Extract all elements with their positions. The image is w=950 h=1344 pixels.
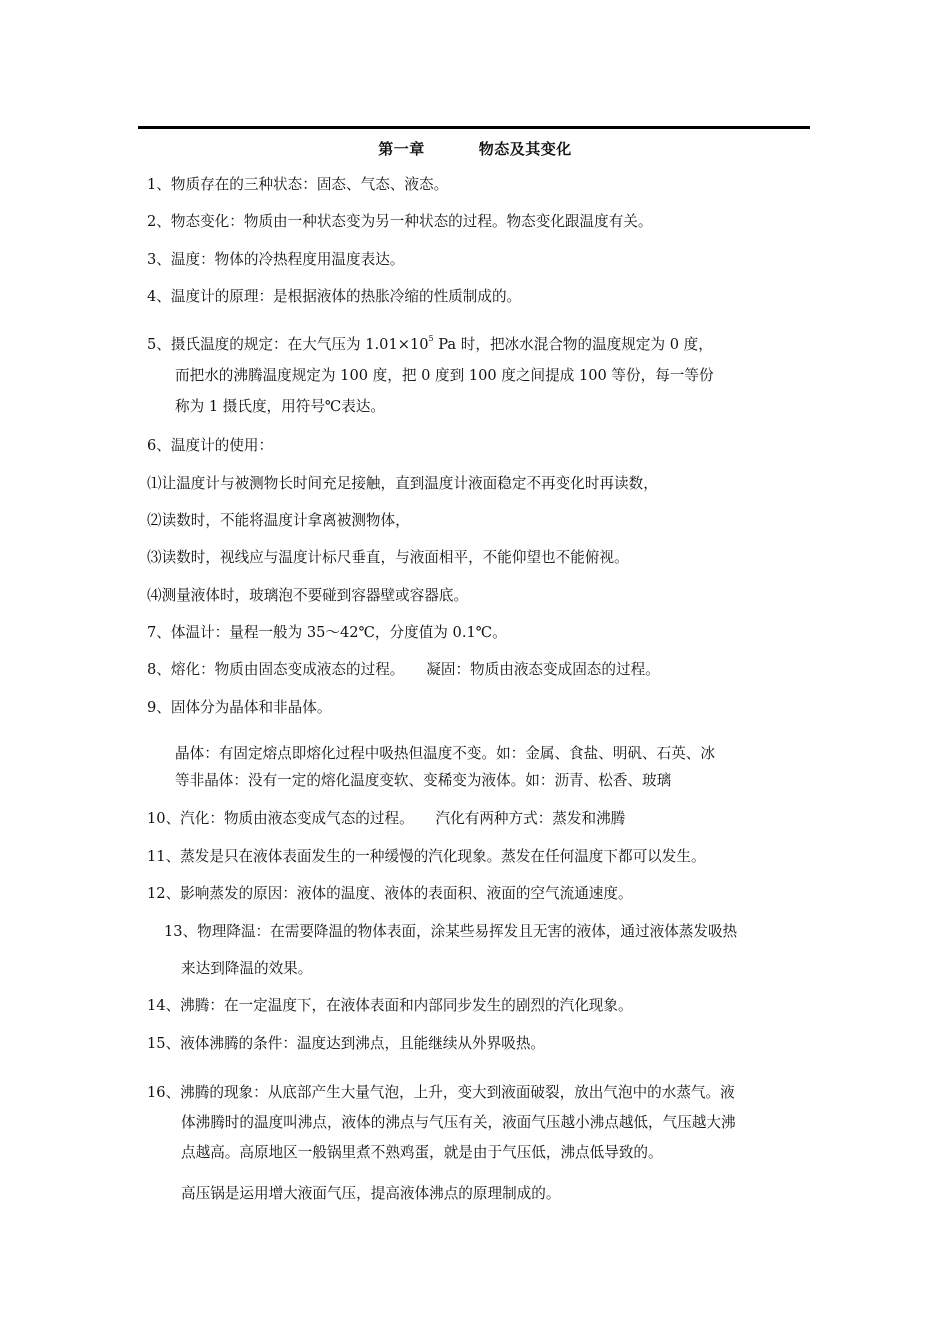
item-10: 10、汽化：物质由液态变成气态的过程。 汽化有两种方式：蒸发和沸腾 bbox=[147, 810, 626, 827]
item-5-text-b: Pa 时，把冰水混合物的温度规定为 0 度， bbox=[433, 336, 713, 353]
item-16-line-1: 16、沸腾的现象：从底部产生大量气泡，上升，变大到液面破裂，放出气泡中的水蒸气。液 bbox=[147, 1084, 735, 1101]
item-6-sub-4: ⑷测量液体时，玻璃泡不要碰到容器壁或容器底。 bbox=[147, 587, 469, 604]
item-1: 1、物质存在的三种状态：固态、气态、液态。 bbox=[147, 176, 449, 193]
item-13-line-2: 来达到降温的效果。 bbox=[181, 960, 313, 977]
item-2: 2、物态变化：物质由一种状态变为另一种状态的过程。物态变化跟温度有关。 bbox=[147, 213, 653, 230]
item-9: 9、固体分为晶体和非晶体。 bbox=[147, 699, 332, 716]
chapter-number: 第一章 bbox=[378, 140, 425, 158]
item-6-sub-2: ⑵读数时，不能将温度计拿离被测物体， bbox=[147, 512, 410, 529]
item-5-line-1 bbox=[147, 335, 713, 355]
item-6-sub-1: ⑴让温度计与被测物长时间充足接触，直到温度计液面稳定不再变化时再读数， bbox=[147, 475, 658, 492]
item-14: 14、沸腾：在一定温度下，在液体表面和内部同步发生的剧烈的汽化现象。 bbox=[147, 997, 633, 1014]
item-4: 4、温度计的原理：是根据液体的热胀冷缩的性质制成的。 bbox=[147, 288, 522, 305]
chapter-title bbox=[0, 138, 950, 159]
item-9-amorphous: 等非晶体：没有一定的熔化温度变软、变稀变为液体。如：沥青、松香、玻璃 bbox=[175, 772, 672, 789]
item-9-crystal: 晶体：有固定熔点即熔化过程中吸热但温度不变。如：金属、食盐、明矾、石英、冰 bbox=[175, 745, 715, 762]
item-15: 15、液体沸腾的条件：温度达到沸点，且能继续从外界吸热。 bbox=[147, 1035, 546, 1052]
item-3: 3、温度：物体的冷热程度用温度表达。 bbox=[147, 251, 405, 268]
item-6: 6、温度计的使用： bbox=[147, 437, 274, 454]
item-5-line-3: 称为 1 摄氏度，用符号℃表达。 bbox=[175, 398, 386, 415]
item-16-line-2: 体沸腾时的温度叫沸点，液体的沸点与气压有关，液面气压越小沸点越低，气压越大沸 bbox=[181, 1114, 736, 1131]
item-5-line-2: 而把水的沸腾温度规定为 100 度，把 0 度到 100 度之间提成 100 等份，每一等份 bbox=[175, 367, 714, 384]
chapter-name: 物态及其变化 bbox=[478, 140, 572, 158]
item-5-exponent: 5 bbox=[428, 334, 434, 343]
item-6-sub-3: ⑶读数时，视线应与温度计标尺垂直，与液面相平，不能仰望也不能俯视。 bbox=[147, 549, 629, 566]
item-13-line-1: 13、物理降温：在需要降温的物体表面，涂某些易挥发且无害的液体，通过液体蒸发吸热 bbox=[164, 923, 738, 940]
item-12: 12、影响蒸发的原因：液体的温度、液体的表面积、液面的空气流通速度。 bbox=[147, 885, 633, 902]
item-16-line-4: 高压锅是运用增大液面气压，提高液体沸点的原理制成的。 bbox=[181, 1185, 561, 1202]
item-8: 8、熔化：物质由固态变成液态的过程。 凝固：物质由液态变成固态的过程。 bbox=[147, 661, 660, 678]
item-16-line-3: 点越高。高原地区一般锅里煮不熟鸡蛋，就是由于气压低，沸点低导致的。 bbox=[181, 1144, 663, 1161]
item-11: 11、蒸发是只在液体表面发生的一种缓慢的汽化现象。蒸发在任何温度下都可以发生。 bbox=[147, 848, 706, 865]
item-7: 7、体温计：量程一般为 35～42℃，分度值为 0.1℃。 bbox=[147, 624, 507, 641]
item-5-text-a: 5、摄氏温度的规定：在大气压为 1.01×10 bbox=[147, 336, 429, 353]
header-rule bbox=[138, 126, 810, 129]
